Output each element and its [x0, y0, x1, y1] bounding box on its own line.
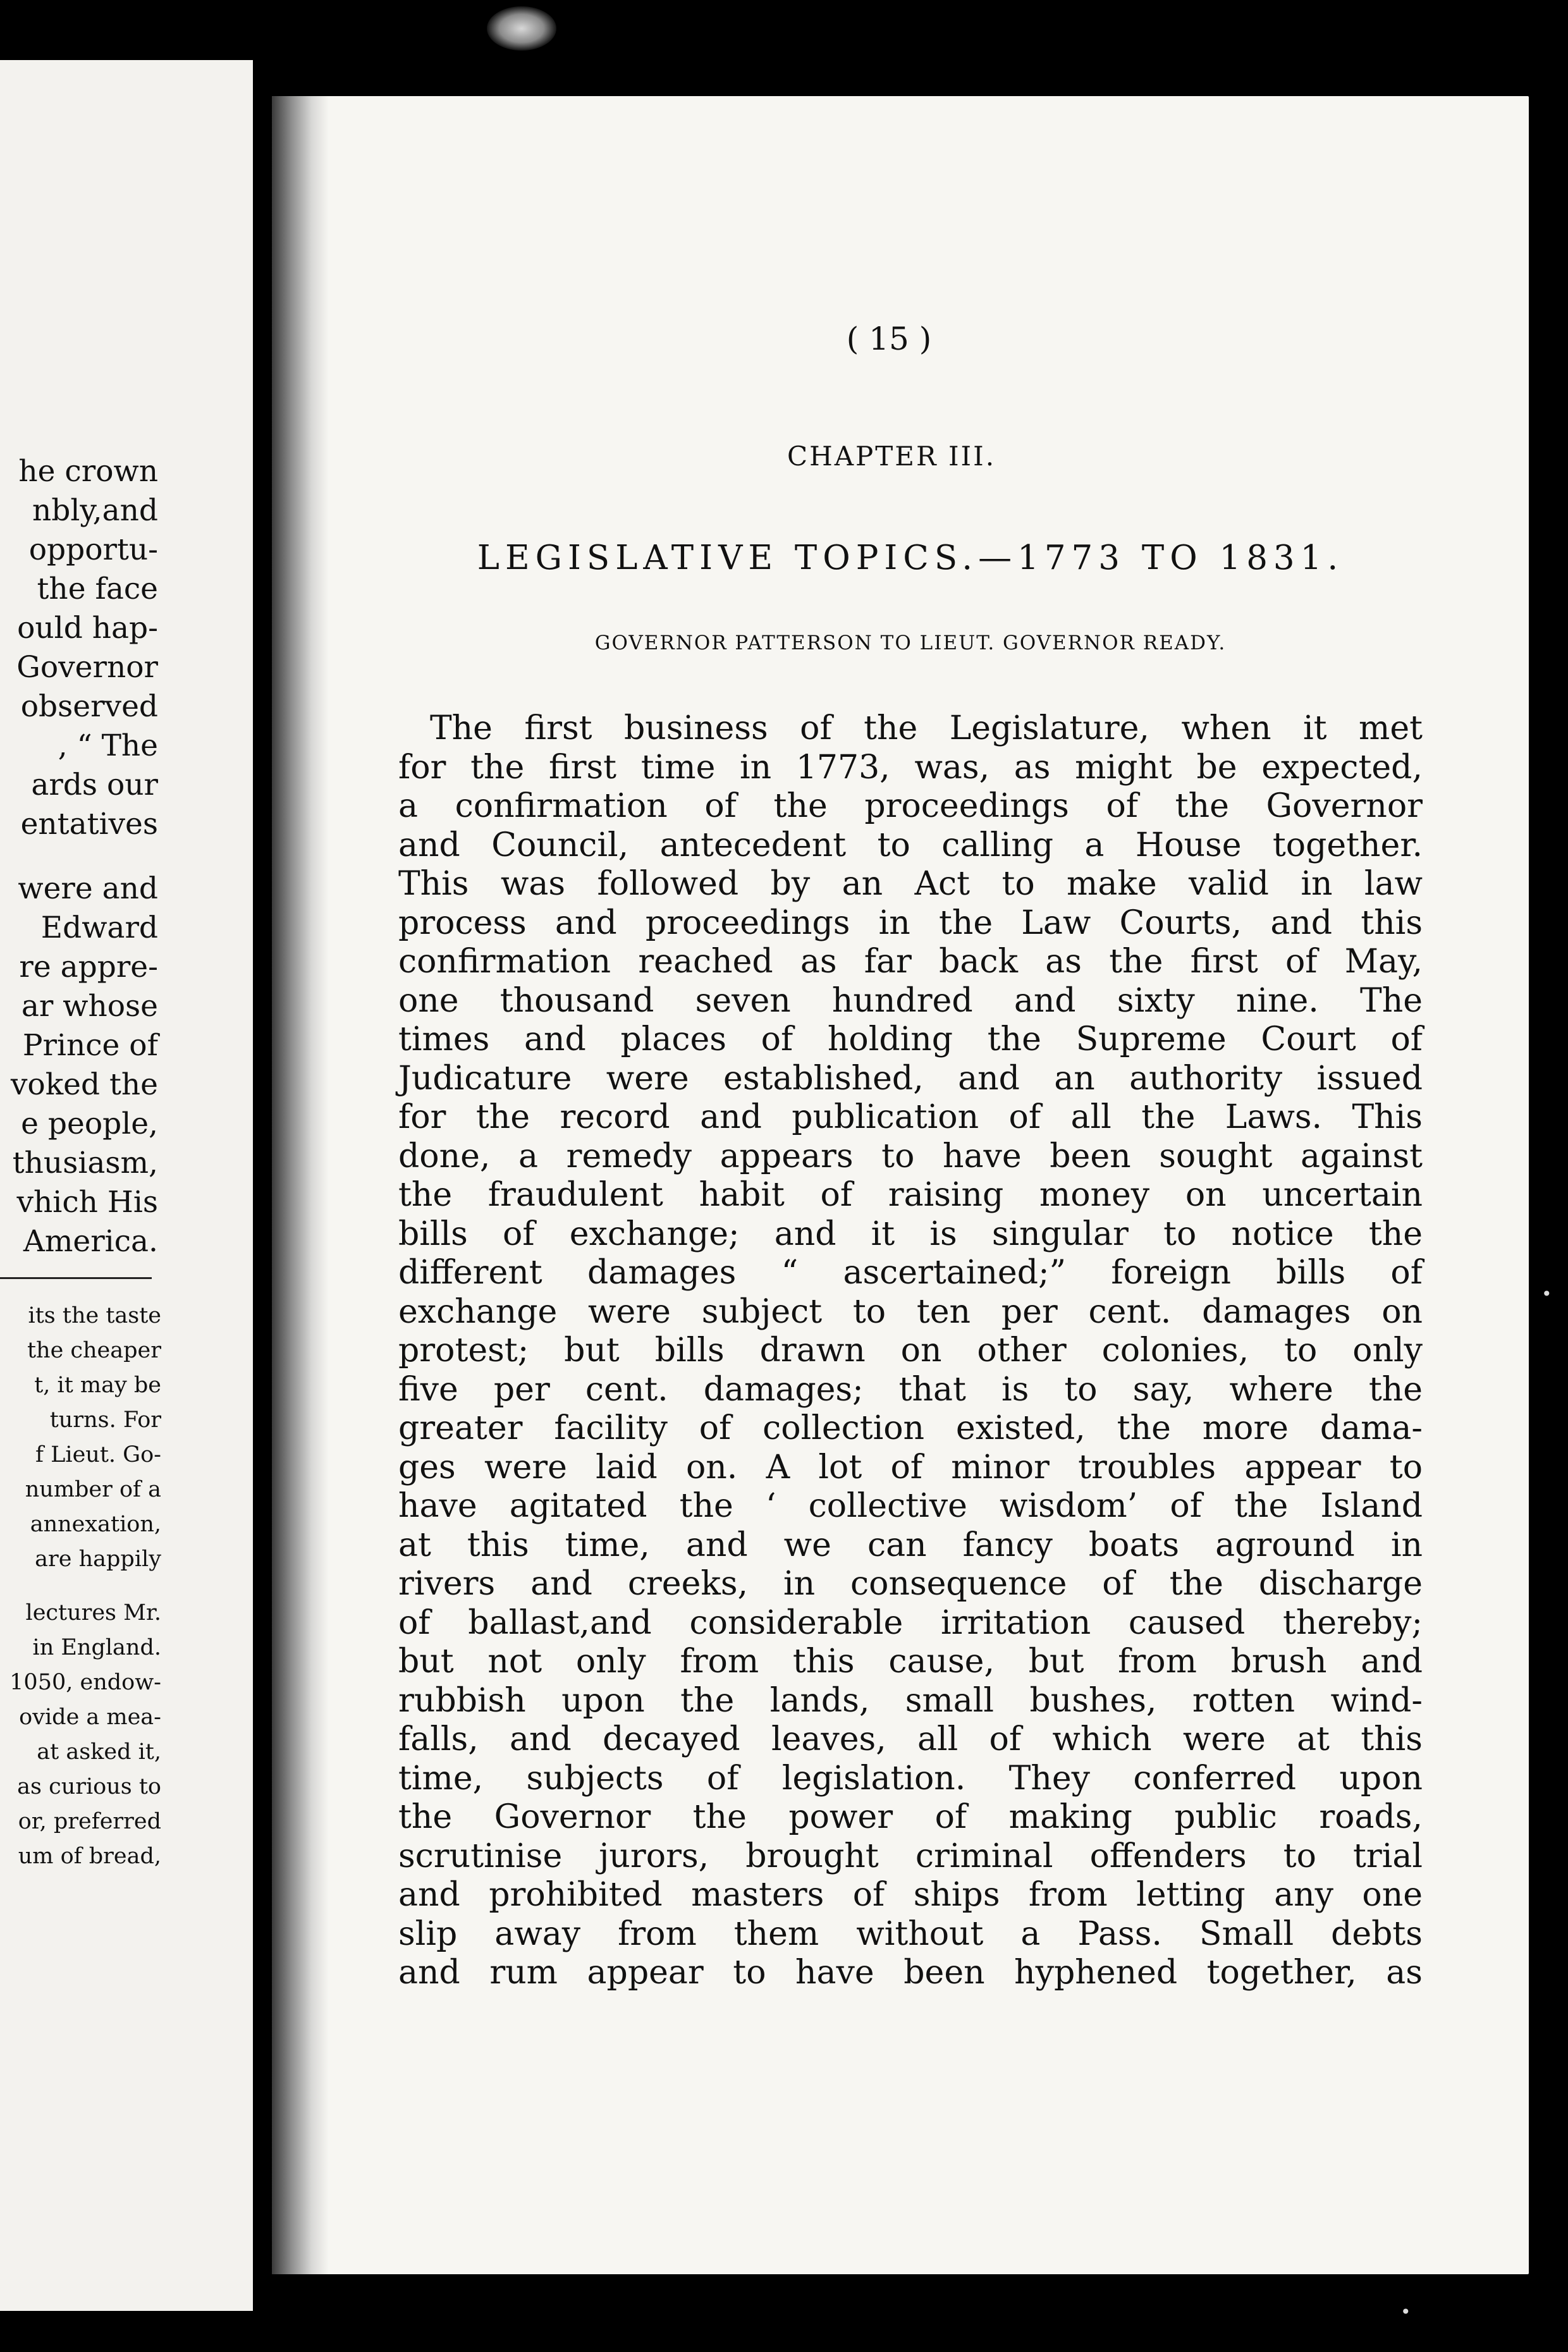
body-line: one thousand seven hundred and sixty nine. The: [398, 981, 1423, 1020]
left-page-line: vhich His: [16, 1185, 158, 1220]
body-line: falls, and decayed leaves, all of which were at this: [398, 1720, 1423, 1758]
body-line: Judicature were established, and an authority issued: [398, 1059, 1423, 1098]
body-line: the Governor the power of making public roads,: [398, 1798, 1423, 1836]
left-page-line: opportu-: [28, 532, 158, 567]
left-page-line: thusiasm,: [12, 1146, 158, 1180]
body-line: ges were laid on. A lot of minor troubles appear to: [398, 1448, 1423, 1486]
body-line: protest; but bills drawn on other colonies, to only: [398, 1332, 1423, 1369]
left-page-line: voked the: [10, 1067, 158, 1102]
left-page-line: observed: [20, 689, 158, 724]
body-line: rivers and creeks, in consequence of the discharge: [398, 1565, 1423, 1603]
chapter-subtitle: GOVERNOR PATTERSON TO LIEUT. GOVERNOR READY.: [594, 632, 1227, 654]
left-footnote-line: the cheaper: [27, 1338, 161, 1363]
body-line: and prohibited masters of ships from letting any one: [398, 1876, 1423, 1914]
body-line: and Council, antecedent to calling a House together.: [398, 826, 1423, 864]
left-page-line: e people,: [21, 1106, 158, 1141]
left-footnote-line: turns. For: [49, 1407, 161, 1433]
body-line: time, subjects of legislation. They conferred upon: [398, 1759, 1423, 1798]
left-page-line: re appre-: [19, 950, 158, 984]
left-footnote-line: t, it may be: [34, 1373, 161, 1398]
right-page: [272, 96, 1529, 2274]
body-line: exchange were subject to ten per cent. damages on: [398, 1292, 1423, 1331]
left-footnote-line: are happily: [35, 1547, 161, 1572]
left-page-line: Governor: [16, 650, 158, 685]
left-footnote-line: its the taste: [28, 1303, 161, 1328]
left-footnote-line: 1050, endow-: [9, 1670, 161, 1695]
left-footnote-line: f Lieut. Go-: [35, 1442, 161, 1467]
chapter-heading-text: CHAPTER III.: [787, 441, 996, 472]
left-page-line: entatives: [20, 807, 158, 842]
body-line: and rum appear to have been hyphened together, as: [398, 1954, 1423, 1992]
left-footnote-line: or, preferred: [18, 1809, 161, 1834]
left-footnote-line: at asked it,: [37, 1739, 161, 1765]
body-line: greater facility of collection existed, the more dama-: [398, 1409, 1423, 1447]
body-line: The first business of the Legislature, when it met: [430, 709, 1423, 747]
body-line: different damages “ ascertained;” foreign bills of: [398, 1254, 1423, 1292]
body-line: for the first time in 1773, was, as might be expected,: [398, 748, 1423, 787]
body-line: This was followed by an Act to make valid in law: [398, 865, 1423, 903]
left-page-line: ards our: [31, 768, 158, 802]
body-line: but not only from this cause, but from brush and: [398, 1643, 1423, 1681]
body-line: rubbish upon the lands, small bushes, rotten wind-: [398, 1681, 1423, 1720]
body-line: bills of exchange; and it is singular to notice the: [398, 1215, 1423, 1253]
left-footnote-line: ovide a mea-: [19, 1705, 161, 1730]
body-line: done, a remedy appears to have been sought against: [398, 1137, 1423, 1175]
body-line: five per cent. damages; that is to say, where the: [398, 1370, 1423, 1409]
body-text: [398, 709, 1423, 1993]
left-page-line: he crown: [18, 454, 158, 489]
left-page-line: Edward: [40, 910, 158, 945]
scan-speck: •: [1400, 2301, 1411, 2322]
left-footnote-line: in England.: [32, 1635, 161, 1660]
body-line: slip away from them without a Pass. Small debts: [398, 1914, 1423, 1953]
chapter-title: LEGISLATIVE TOPICS.—1773 TO 1831.: [477, 539, 1344, 577]
body-line: times and places of holding the Supreme Court of: [398, 1020, 1423, 1058]
scan-smudge: [487, 6, 556, 51]
body-line: have agitated the ‘ collective wisdom’ of the Island: [398, 1487, 1423, 1525]
left-page-line: nbly,and: [32, 493, 158, 528]
body-line: for the record and publication of all the Laws. This: [398, 1098, 1423, 1136]
left-footnote-line: number of a: [25, 1477, 161, 1502]
left-page-line: America.: [23, 1224, 158, 1259]
body-line: scrutinise jurors, brought criminal offenders to trial: [398, 1837, 1423, 1875]
left-page: [0, 60, 253, 2311]
left-page-line: Prince of: [22, 1028, 158, 1063]
left-page-line: ould hap-: [17, 611, 158, 646]
left-footnote-line: annexation,: [30, 1512, 161, 1537]
gutter-shadow: [272, 96, 329, 2274]
body-line: confirmation reached as far back as the first of May,: [398, 943, 1423, 981]
footnote-rule: [0, 1277, 152, 1279]
body-line: process and proceedings in the Law Courts, and this: [398, 903, 1423, 942]
left-footnote-line: um of bread,: [18, 1844, 161, 1869]
body-line: of ballast,and considerable irritation caused thereby;: [398, 1603, 1423, 1642]
left-footnote-line: as curious to: [17, 1774, 161, 1799]
chapter-heading: [708, 441, 1075, 472]
body-line: a confirmation of the proceedings of the Governor: [398, 787, 1423, 825]
left-page-line: ar whose: [21, 989, 158, 1024]
left-page-line: , “ The: [58, 728, 158, 763]
page-number: ( 15 ): [846, 321, 932, 357]
left-page-line: the face: [37, 572, 158, 606]
scan-speck: •: [1541, 1283, 1552, 1304]
body-line: at this time, and we can fancy boats aground in: [398, 1526, 1423, 1564]
left-page-line: were and: [18, 871, 158, 906]
left-footnote-line: lectures Mr.: [25, 1600, 161, 1626]
body-line: the fraudulent habit of raising money on uncertain: [398, 1176, 1423, 1214]
